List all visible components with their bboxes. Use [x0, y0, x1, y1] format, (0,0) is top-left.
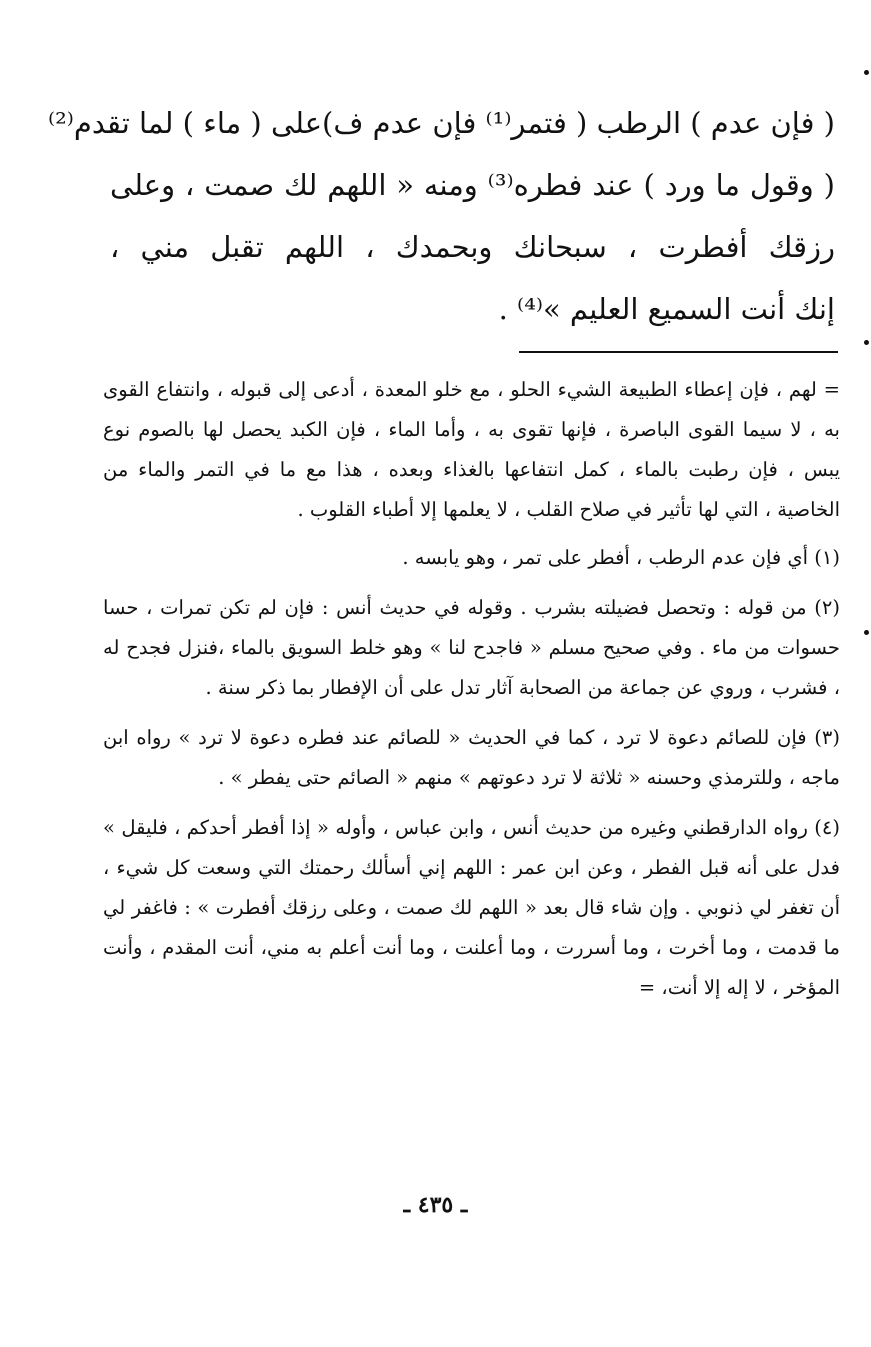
- footnote-2: (٢) من قوله : وتحصل فضيلته بشرب . وقوله في حديث أنس : فإن لم تكن تمرات ، حسا حسوات من ماء . وفي صحيح مسلم « فاجدح لنا » وهو خلط السويق بالماء ،فنزل فجدح له ، فشرب ، وروي عن جماعة من الصحابة آثار تدل على أن الإفطار بما ذكر سنة .: [103, 596, 840, 699]
- footnotes: [103, 370, 840, 1018]
- main-text-line: ( فإن عدم ) الرطب ( فتمر⁽¹⁾ فإن عدم ف)على ( ماء ) لما تقدم⁽²⁾: [47, 106, 835, 140]
- main-text-line: إنك أنت السميع العليم »⁽⁴⁾ .: [498, 292, 835, 326]
- footnote-1: (١) أي فإن عدم الرطب ، أفطر على تمر ، وهو يابسه .: [402, 546, 840, 569]
- footnote-continuation: = لهم ، فإن إعطاء الطبيعة الشيء الحلو ، مع خلو المعدة ، أدعى إلى قبوله ، وانتفاع القوى به ، لا سيما القوى الباصرة ، فإنها تقوى به ، وأما الماء ، فإن الكبد يحصل لها بالصوم نوع يبس ، فإن رطبت بالماء ، كمل انتفاعها بالغذاء وبعده ، هذا مع ما في التمر والماء من الخاصية ، التي لها تأثير في صلاح القلب ، لا يعلمها إلا أطباء القلوب .: [103, 378, 840, 521]
- footnote-separator: [519, 351, 838, 353]
- main-text-line: ( وقول ما ورد ) عند فطره⁽³⁾ ومنه « اللهم لك صمت ، وعلى: [110, 168, 835, 202]
- main-text: [47, 92, 835, 340]
- page-number: ـ ٤٣٥ ـ: [403, 1192, 468, 1218]
- main-text-line: رزقك أفطرت ، سبحانك وبحمدك ، اللهم تقبل مني ،: [110, 230, 835, 264]
- scan-edge-mark: [864, 340, 869, 345]
- scan-edge-mark: [864, 70, 869, 75]
- footnote-4: (٤) رواه الدارقطني وغيره من حديث أنس ، وابن عباس ، وأوله « إذا أفطر أحدكم ، فليقل » فدل على أنه قبل الفطر ، وعن ابن عمر : اللهم إني أسألك رحمتك التي وسعت كل شيء ، أن تغفر لي ذنوبي . وإن شاء قال بعد « اللهم لك صمت ، وعلى رزقك أفطرت » : فاغفر لي ما قدمت ، وما أخرت ، وما أسررت ، وما أعلنت ، وما أنت أعلم به مني، أنت المقدم ، وأنت المؤخر ، لا إله إلا أنت، =: [103, 816, 840, 999]
- scan-edge-mark: [864, 630, 869, 635]
- footnote-3: (٣) فإن للصائم دعوة لا ترد ، كما في الحديث « للصائم عند فطره دعوة لا ترد » رواه ابن ماجه ، وللترمذي وحسنه « ثلاثة لا ترد دعوتهم » منهم « الصائم حتى يفطر » .: [103, 726, 840, 789]
